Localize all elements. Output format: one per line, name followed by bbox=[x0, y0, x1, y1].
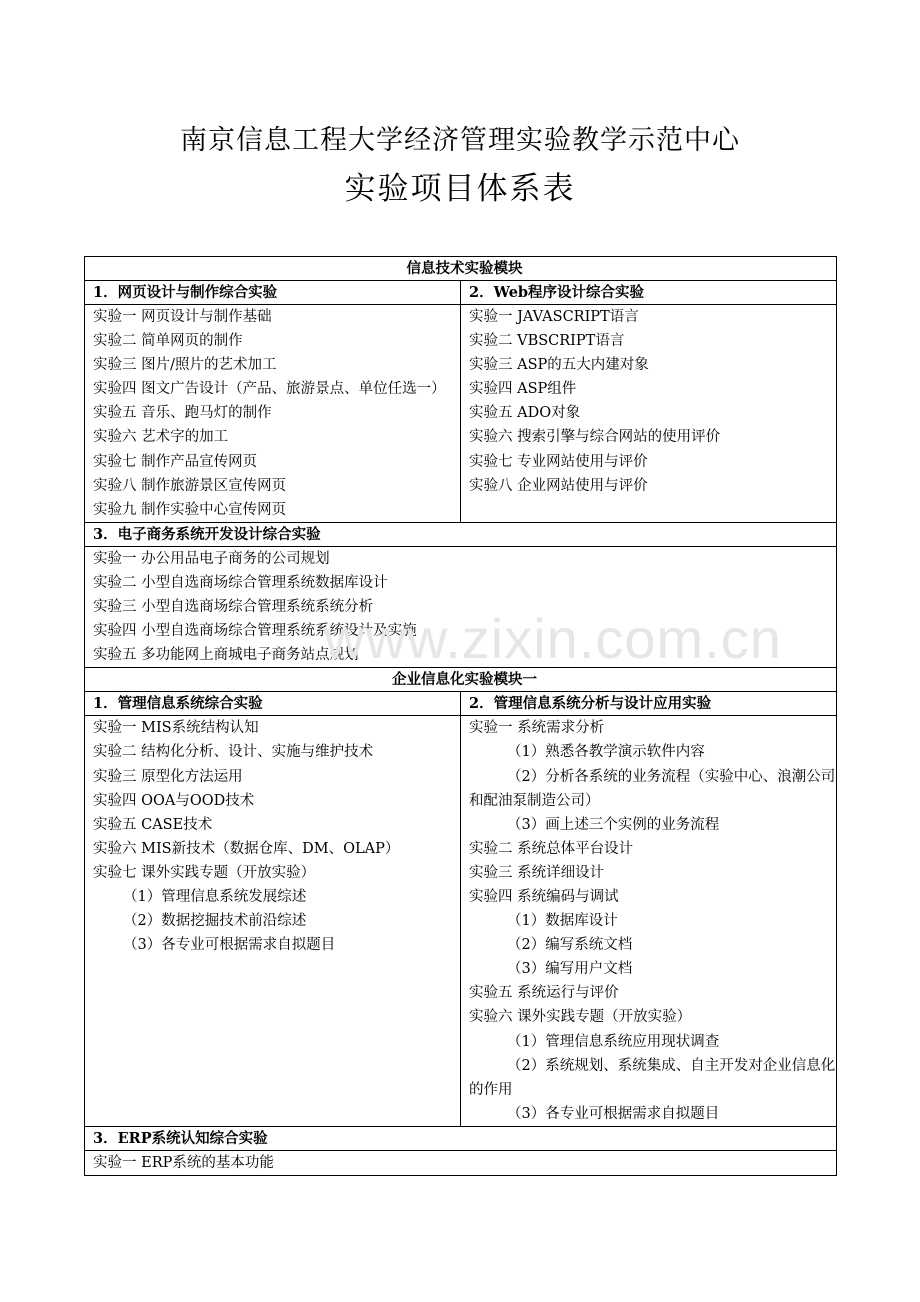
section-title: 1．网页设计与制作综合实验 bbox=[85, 281, 461, 305]
list-item: 实验二 结构化分析、设计、实施与维护技术 bbox=[93, 744, 374, 761]
experiment-list bbox=[461, 305, 837, 523]
list-item: 实验六 MIS新技术（数据仓库、DM、OLAP） bbox=[93, 840, 400, 857]
module-header: 企业信息化实验模块一 bbox=[85, 668, 837, 692]
list-item: 实验三 小型自选商场综合管理系统系统分析 bbox=[93, 599, 374, 616]
list-item: 实验七 课外实践专题（开放实验） bbox=[93, 864, 316, 881]
list-item: 实验三 原型化方法运用 bbox=[93, 768, 243, 785]
list-item: 实验一 JAVASCRIPT语言 bbox=[469, 309, 639, 325]
list-subitem: （1）熟悉各教学演示软件内容 bbox=[507, 744, 705, 761]
list-item: 实验二 VBSCRIPT语言 bbox=[469, 333, 625, 350]
experiment-list bbox=[85, 716, 461, 1127]
section-title: 1．管理信息系统综合实验 bbox=[85, 692, 461, 716]
list-item: 实验一 ERP系统的基本功能 bbox=[93, 1154, 274, 1171]
list-subitem: （3）画上述三个实例的业务流程 bbox=[507, 816, 720, 833]
list-subitem: （2）分析各系统的业务流程（实验中心、浪潮公司和配油泵制造公司） bbox=[469, 768, 836, 809]
list-item: 实验三 ASP的五大内建对象 bbox=[469, 357, 649, 374]
list-item: 实验四 图文广告设计（产品、旅游景点、单位任选一） bbox=[93, 381, 446, 398]
list-subitem: （3）各专业可根据需求自拟题目 bbox=[507, 1105, 720, 1122]
experiment-table bbox=[84, 256, 837, 1176]
list-item: 实验一 办公用品电子商务的公司规划 bbox=[93, 550, 330, 567]
list-item: 实验七 专业网站使用与评价 bbox=[469, 453, 648, 470]
list-item: 实验二 系统总体平台设计 bbox=[469, 840, 634, 857]
list-item: 实验五 多功能网上商城电子商务站点规划 bbox=[93, 647, 359, 664]
list-item: 实验八 企业网站使用与评价 bbox=[469, 477, 648, 494]
list-item: 实验七 制作产品宣传网页 bbox=[93, 453, 258, 470]
list-item: 实验五 系统运行与评价 bbox=[469, 985, 619, 1002]
document-title: 南京信息工程大学经济管理实验教学示范中心 bbox=[180, 125, 740, 156]
list-item: 实验八 制作旅游景区宣传网页 bbox=[93, 477, 287, 494]
list-item: 实验五 CASE技术 bbox=[93, 816, 213, 833]
section-title: 3．ERP系统认知综合实验 bbox=[85, 1126, 837, 1150]
list-subitem: （3）各专业可根据需求自拟题目 bbox=[123, 937, 336, 954]
list-item: 实验五 音乐、跑马灯的制作 bbox=[93, 405, 272, 422]
list-item: 实验四 ASP组件 bbox=[469, 381, 577, 398]
list-item: 实验三 系统详细设计 bbox=[469, 864, 605, 881]
list-subitem: （1）管理信息系统发展综述 bbox=[123, 888, 307, 905]
list-item: 实验六 搜索引擎与综合网站的使用评价 bbox=[469, 429, 721, 446]
list-item: 实验一 MIS系统结构认知 bbox=[93, 720, 259, 737]
experiment-list bbox=[461, 716, 837, 1127]
list-item: 实验一 网页设计与制作基础 bbox=[93, 309, 272, 325]
section-title: 2．管理信息系统分析与设计应用实验 bbox=[461, 692, 837, 716]
list-item: 实验二 简单网页的制作 bbox=[93, 333, 243, 350]
section-title: 3．电子商务系统开发设计综合实验 bbox=[85, 522, 837, 546]
section-title: 2．Web程序设计综合实验 bbox=[461, 281, 837, 305]
document-subtitle: 实验项目体系表 bbox=[344, 171, 576, 207]
experiment-list bbox=[85, 546, 837, 667]
list-subitem: （2）系统规划、系统集成、自主开发对企业信息化的作用 bbox=[469, 1057, 836, 1098]
list-item: 实验五 ADO对象 bbox=[469, 405, 581, 422]
list-subitem: （3）编写用户文档 bbox=[507, 961, 633, 978]
list-item: 实验三 图片/照片的艺术加工 bbox=[93, 357, 277, 374]
list-subitem: （2）数据挖掘技术前沿综述 bbox=[123, 913, 307, 930]
list-subitem: （1）管理信息系统应用现状调查 bbox=[507, 1033, 720, 1050]
experiment-list bbox=[85, 1150, 837, 1175]
list-subitem: （1）数据库设计 bbox=[507, 913, 618, 930]
list-item: 实验四 OOA与OOD技术 bbox=[93, 792, 255, 809]
experiment-list bbox=[85, 305, 461, 523]
list-item: 实验二 小型自选商场综合管理系统数据库设计 bbox=[93, 574, 388, 591]
list-item: 实验六 课外实践专题（开放实验） bbox=[469, 1009, 692, 1026]
watermark: www.zixin.com.cn bbox=[324, 607, 782, 670]
list-subitem: （2）编写系统文档 bbox=[507, 937, 633, 954]
list-item: 实验一 系统需求分析 bbox=[469, 720, 605, 737]
list-item: 实验四 小型自选商场综合管理系统系统设计及实施 bbox=[93, 623, 417, 640]
module-header: 信息技术实验模块 bbox=[85, 257, 837, 281]
list-item: 实验四 系统编码与调试 bbox=[469, 888, 619, 905]
list-item: 实验九 制作实验中心宣传网页 bbox=[93, 501, 287, 518]
list-item: 实验六 艺术字的加工 bbox=[93, 429, 229, 446]
